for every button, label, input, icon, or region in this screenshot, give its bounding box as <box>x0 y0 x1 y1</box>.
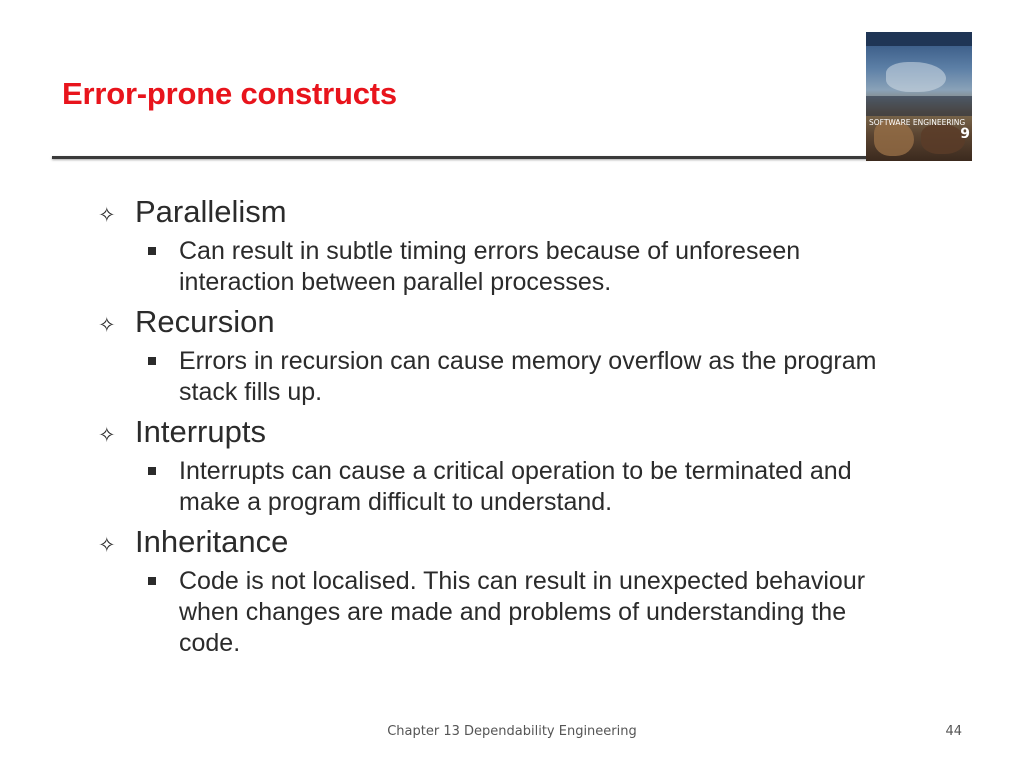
sub-bullet-list <box>98 456 958 518</box>
bullet-head <box>98 524 958 566</box>
bullet-label: Interrupts <box>135 414 266 449</box>
four-pointed-star-icon: ✧ <box>98 423 116 447</box>
bullet-interrupts <box>98 414 958 518</box>
sub-bullet-text: Errors in recursion can cause memory overflow as the program stack fills up. <box>179 347 877 406</box>
cover-top-band <box>866 32 972 46</box>
cover-title: SOFTWARE ENGINEERING <box>869 118 966 127</box>
book-cover-image <box>866 32 972 161</box>
bullet-list <box>98 194 958 665</box>
square-bullet-icon <box>148 357 156 365</box>
bullet-label: Recursion <box>135 304 275 339</box>
sub-bullet <box>98 456 958 518</box>
square-bullet-icon <box>148 467 156 475</box>
four-pointed-star-icon: ✧ <box>98 313 116 337</box>
sub-bullet <box>98 236 958 298</box>
bullet-parallelism <box>98 194 958 298</box>
sub-bullet <box>98 346 958 408</box>
sub-bullet-list <box>98 346 958 408</box>
four-pointed-star-icon: ✧ <box>98 533 116 557</box>
sub-bullet <box>98 566 958 659</box>
sub-bullet-list <box>98 566 958 659</box>
bullet-head <box>98 304 958 346</box>
slide-title: Error-prone constructs <box>62 76 397 111</box>
square-bullet-icon <box>148 247 156 255</box>
cover-strip <box>866 96 972 116</box>
square-bullet-icon <box>148 577 156 585</box>
bullet-head <box>98 194 958 236</box>
sub-bullet-list <box>98 236 958 298</box>
sub-bullet-text: Can result in subtle timing errors because of unforeseen interaction between parallel processes. <box>179 237 801 296</box>
bullet-label: Inheritance <box>135 524 289 559</box>
bullet-recursion <box>98 304 958 408</box>
bullet-label: Parallelism <box>135 194 287 229</box>
cover-edition: 9 <box>960 126 970 142</box>
sub-bullet-text: Code is not localised. This can result in unexpected behaviour when changes are made and problems of understanding the code. <box>179 567 866 657</box>
cover-building-shape <box>886 62 946 92</box>
slide-footer: Chapter 13 Dependability Engineering <box>387 724 637 739</box>
sub-bullet-text: Interrupts can cause a critical operation to be terminated and make a program difficult to understand. <box>179 457 852 516</box>
title-divider <box>52 156 870 159</box>
page-number: 44 <box>945 724 962 739</box>
cover-building-shape <box>921 124 965 154</box>
four-pointed-star-icon: ✧ <box>98 203 116 227</box>
bullet-head <box>98 414 958 456</box>
bullet-inheritance <box>98 524 958 659</box>
